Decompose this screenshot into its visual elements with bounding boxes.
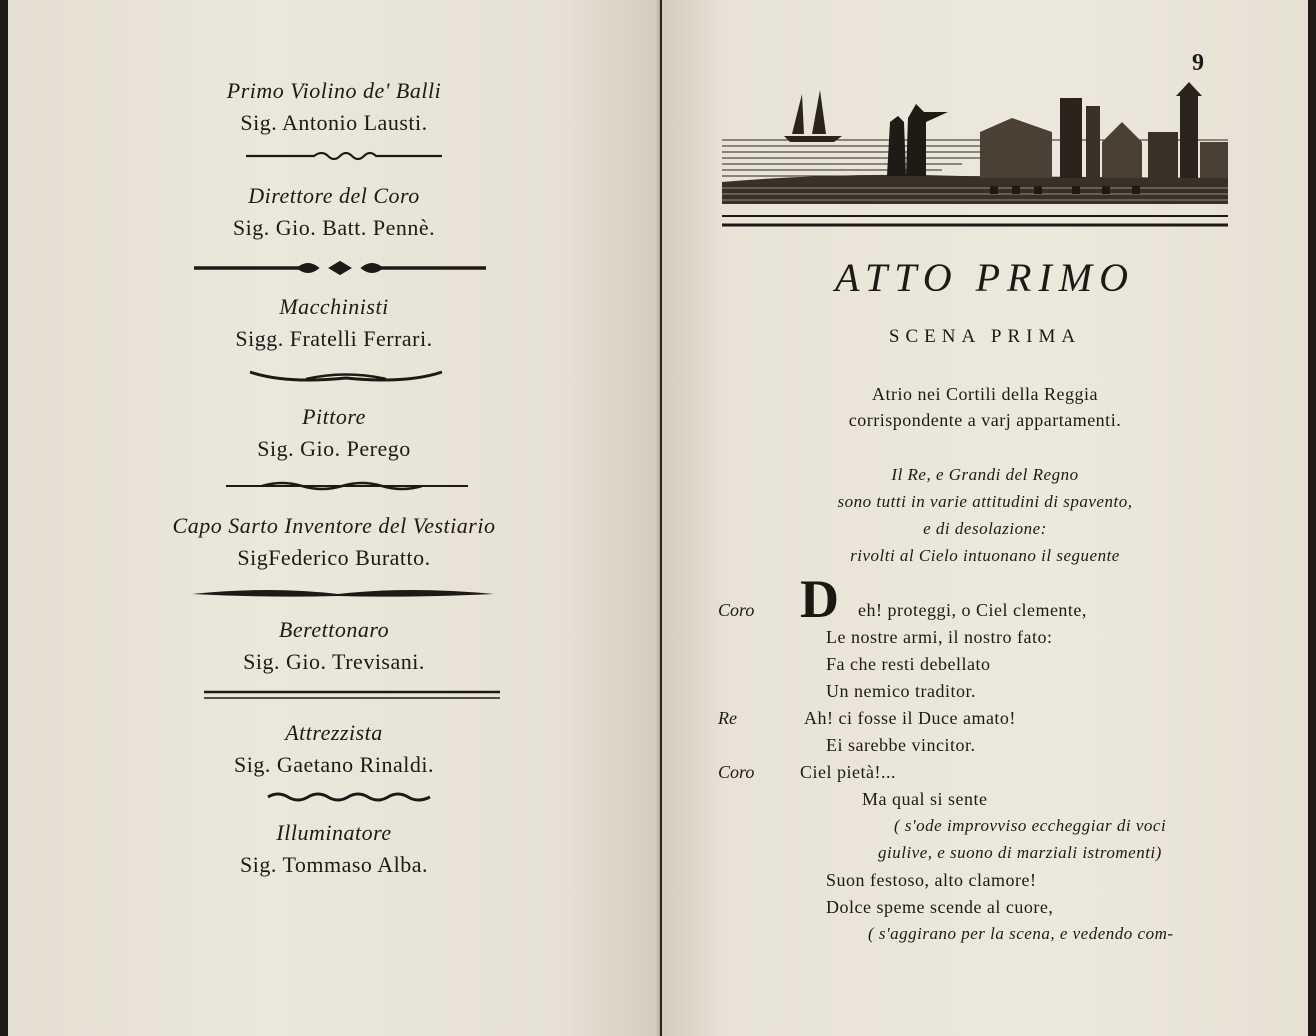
- ornament-scroll-rule: [190, 258, 490, 278]
- credit-berettonaro: [8, 617, 660, 675]
- speaker-label: Coro: [718, 762, 755, 782]
- verse-line: Ei sarebbe vincitor.: [826, 735, 976, 755]
- left-page: [8, 0, 660, 1036]
- stage-direction-line: rivolti al Cielo intuonano il seguente: [850, 546, 1120, 565]
- credit-pittore: [8, 404, 660, 462]
- credit-name: Sig. Gio. Batt. Pennè.: [232, 215, 436, 240]
- speaker-label: Coro: [718, 600, 755, 620]
- setting-line: corrispondente a varj appartamenti.: [848, 410, 1122, 430]
- credit-role: Primo Violino de' Balli: [226, 78, 442, 103]
- verse-line: Dolce speme scende al cuore,: [826, 897, 1054, 917]
- credit-sarto: [8, 513, 660, 571]
- ornament-leaf-rule: [222, 478, 472, 494]
- credit-attrezzista: [8, 720, 660, 778]
- ornament-double-rule: [202, 688, 502, 702]
- setting-line: Atrio nei Cortili della Reggia: [872, 384, 1098, 404]
- credit-name: Sig. Antonio Lausti.: [240, 110, 428, 135]
- stage-direction-line: Il Re, e Grandi del Regno: [891, 465, 1079, 484]
- credit-illuminatore: [8, 820, 660, 878]
- credit-role: Pittore: [302, 404, 366, 429]
- credit-coro: [8, 183, 660, 241]
- ornament-chain-rule: [264, 790, 434, 804]
- credit-name: Sig. Gio. Perego: [257, 436, 411, 461]
- act-title: ATTO PRIMO: [835, 255, 1135, 300]
- ornament-wave-rule: [244, 148, 444, 164]
- credit-role: Illuminatore: [276, 820, 392, 845]
- ornament-tapered-rule: [188, 584, 498, 602]
- credit-violino: [8, 78, 660, 136]
- verse-line: eh! proteggi, o Ciel clemente,: [858, 600, 1087, 620]
- credit-role: Direttore del Coro: [248, 183, 420, 208]
- credit-name: SigFederico Buratto.: [237, 545, 431, 570]
- verse-line: Suon festoso, alto clamore!: [826, 870, 1037, 890]
- verse-line: Le nostre armi, il nostro fato:: [826, 627, 1053, 647]
- credit-role: Attrezzista: [285, 720, 383, 745]
- credit-name: Sigg. Fratelli Ferrari.: [235, 326, 433, 351]
- drop-cap-initial: D: [800, 569, 839, 629]
- right-page: [662, 0, 1308, 1036]
- aside-line: ( s'ode improvviso eccheggiar di voci: [894, 816, 1167, 835]
- speaker-label: Re: [718, 708, 737, 728]
- credit-role: Berettonaro: [278, 617, 390, 642]
- verse-line: Fa che resti debellato: [826, 654, 991, 674]
- verse-line: Un nemico traditor.: [826, 681, 976, 701]
- harbor-vignette-illustration: [722, 82, 1228, 230]
- aside-line: giulive, e suono di marziali istromenti): [878, 843, 1162, 862]
- aside-line: ( s'aggirano per la scena, e vedendo com-: [868, 924, 1174, 943]
- credit-role: Capo Sarto Inventore del Vestiario: [172, 513, 496, 538]
- credit-name: Sig. Tommaso Alba.: [240, 852, 428, 877]
- credit-macchinisti: [8, 294, 660, 352]
- credit-role: Macchinisti: [279, 294, 389, 319]
- verse-line: Ah! ci fosse il Duce amato!: [804, 708, 1016, 728]
- page-number: 9: [1192, 50, 1204, 76]
- ornament-swash-rule: [246, 366, 446, 386]
- verse-line: Ciel pietà!...: [800, 762, 896, 782]
- credit-name: Sig. Gio. Trevisani.: [243, 649, 425, 674]
- stage-direction-line: e di desolazione:: [923, 519, 1047, 538]
- verse-line: Ma qual si sente: [862, 789, 988, 809]
- stage-direction-line: sono tutti in varie attitudini di spavento,: [837, 492, 1133, 511]
- credit-name: Sig. Gaetano Rinaldi.: [234, 752, 434, 777]
- scene-title: SCENA PRIMA: [888, 326, 1082, 347]
